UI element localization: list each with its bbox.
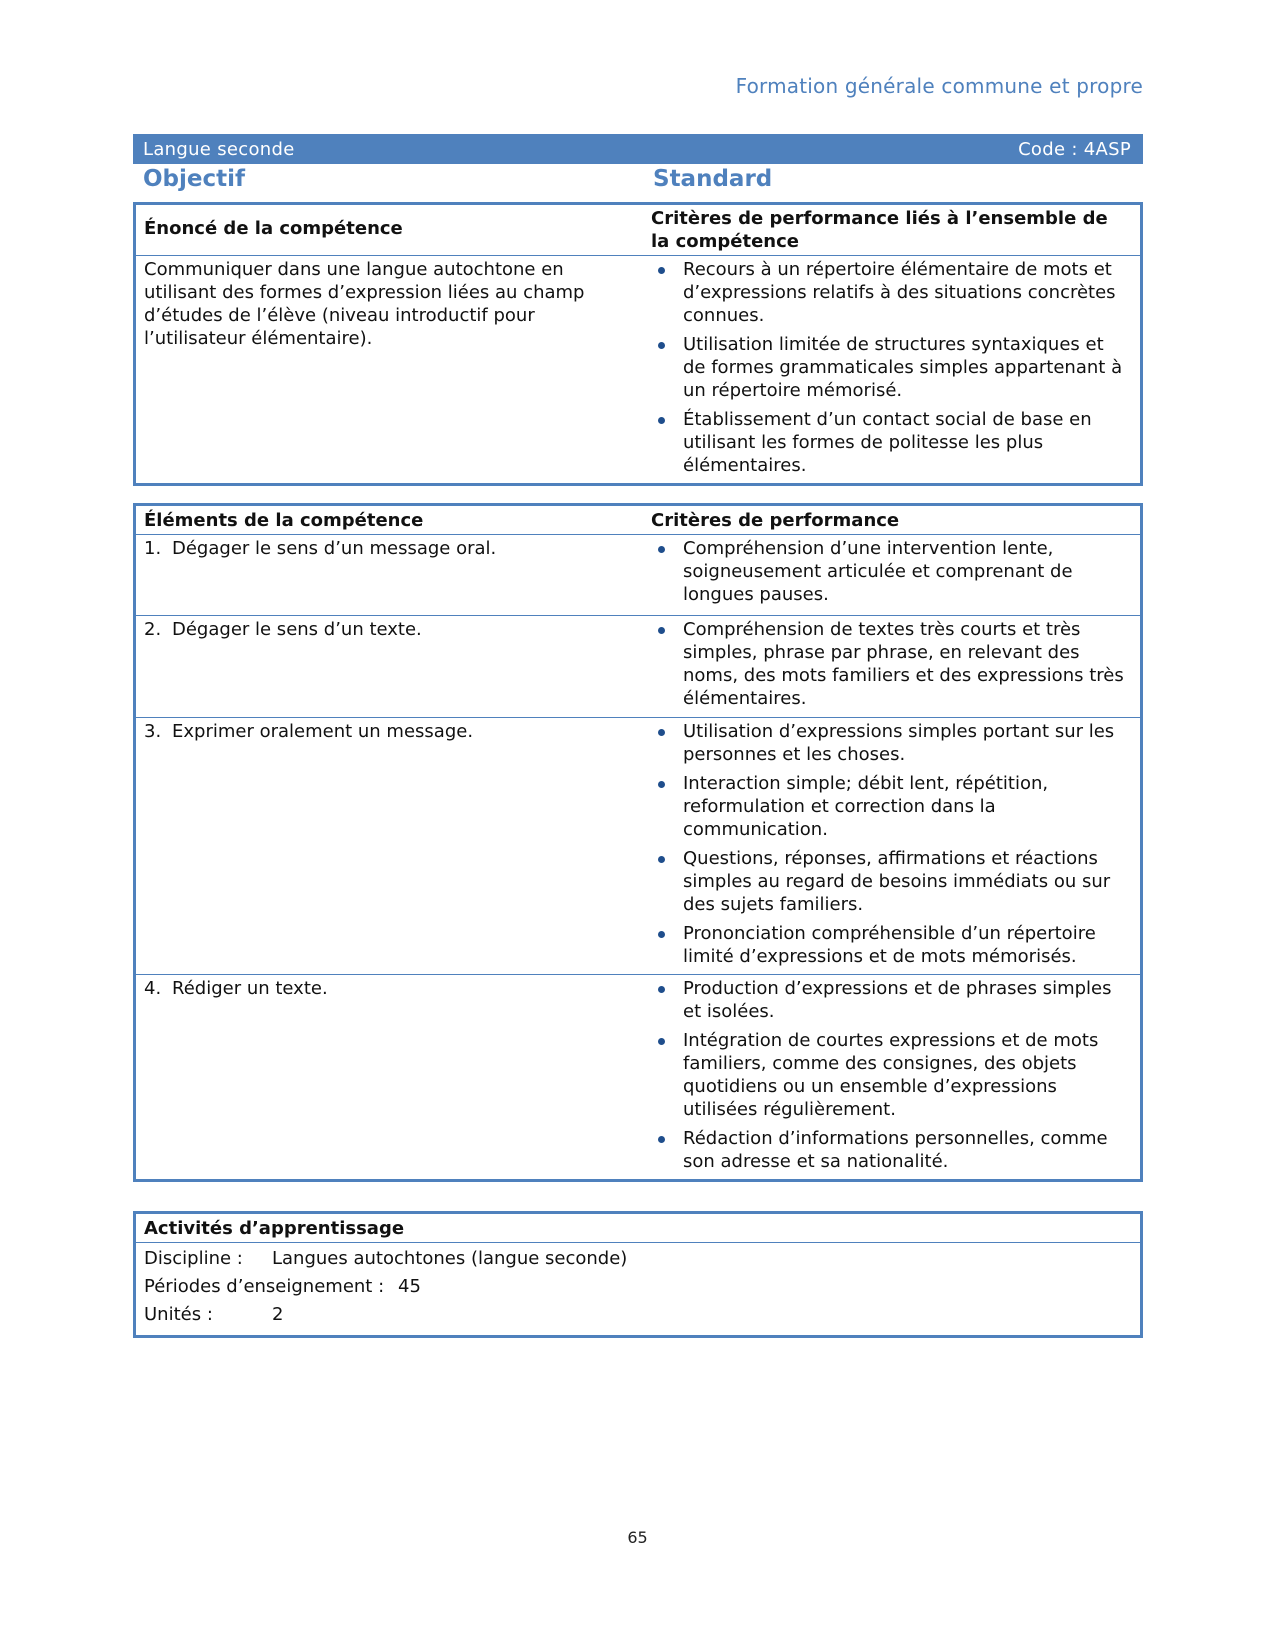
bullet-icon bbox=[658, 986, 665, 993]
objectif-heading: Objectif bbox=[143, 166, 246, 192]
activities-table bbox=[133, 1211, 1143, 1338]
criterion-item: Compréhension de textes très courts et très simples, phrase par phrase, en relevant des noms, des mots familiers et des expressions très élémentaires. bbox=[651, 618, 1130, 710]
enonce-header: Énoncé de la compétence bbox=[144, 218, 403, 239]
criterion-item: Interaction simple; débit lent, répétition, reformulation et correction dans la communication. bbox=[651, 772, 1130, 841]
criterion-item: Recours à un répertoire élémentaire de mots et d’expressions relatifs à des situations concrètes connues. bbox=[651, 258, 1130, 327]
periods-label: Périodes d’enseignement : bbox=[144, 1276, 385, 1297]
element-label: 1. Dégager le sens d’un message oral. bbox=[144, 538, 497, 559]
competence-header-row bbox=[136, 205, 1140, 255]
discipline-value: Langues autochtones (langue seconde) bbox=[272, 1248, 628, 1269]
element-criteria bbox=[644, 718, 1140, 974]
criterion-item: Intégration de courtes expressions et de mots familiers, comme des consignes, des objets quotidiens ou un ensemble d’expressions utilisées régulièrement. bbox=[651, 1029, 1130, 1121]
element-row-3 bbox=[136, 717, 1140, 974]
bullet-icon bbox=[658, 627, 665, 634]
discipline-label: Discipline : bbox=[144, 1248, 243, 1269]
criterion-item: Production d’expressions et de phrases simples et isolées. bbox=[651, 977, 1130, 1023]
activities-header-row bbox=[136, 1214, 1140, 1242]
element-label: 4. Rédiger un texte. bbox=[144, 978, 328, 999]
competence-body-row bbox=[136, 255, 1140, 483]
criterion-item: Utilisation d’expressions simples portant sur les personnes et les choses. bbox=[651, 720, 1130, 766]
criteria-ensemble-header: Critères de performance liés à l’ensemble de la compétence bbox=[651, 208, 1108, 252]
course-title: Langue seconde bbox=[143, 138, 295, 160]
criterion-item: Établissement d’un contact social de base en utilisant les formes de politesse les plus élémentaires. bbox=[651, 408, 1130, 477]
bullet-icon bbox=[658, 267, 665, 274]
element-row-4 bbox=[136, 974, 1140, 1179]
bullet-icon bbox=[658, 856, 665, 863]
section-heads bbox=[133, 166, 1143, 202]
bullet-icon bbox=[658, 1136, 665, 1143]
element-criteria bbox=[644, 616, 1140, 717]
criterion-item: Compréhension d’une intervention lente, soigneusement articulée et comprenant de longues pauses. bbox=[651, 537, 1130, 606]
units-label: Unités : bbox=[144, 1304, 213, 1325]
bullet-icon bbox=[658, 546, 665, 553]
bullet-icon bbox=[658, 729, 665, 736]
bullet-icon bbox=[658, 781, 665, 788]
element-label: 3. Exprimer oralement un message. bbox=[144, 721, 474, 742]
element-row-2 bbox=[136, 615, 1140, 717]
elements-table bbox=[133, 503, 1143, 1182]
units-value: 2 bbox=[272, 1304, 284, 1325]
periods-value: 45 bbox=[398, 1276, 421, 1297]
element-criteria bbox=[644, 975, 1140, 1179]
competence-criteria bbox=[644, 256, 1140, 483]
course-code: Code : 4ASP bbox=[1018, 138, 1131, 160]
activities-body bbox=[136, 1243, 635, 1335]
periods-line bbox=[144, 1273, 627, 1301]
elements-header-row bbox=[136, 506, 1140, 534]
element-criteria bbox=[644, 535, 1140, 615]
bullet-icon bbox=[658, 342, 665, 349]
units-line bbox=[144, 1301, 627, 1329]
competence-table bbox=[133, 202, 1143, 486]
course-bar bbox=[133, 134, 1143, 164]
page-header: Formation générale commune et propre bbox=[735, 74, 1143, 98]
criterion-item: Utilisation limitée de structures syntaxiques et de formes grammaticales simples appartenant à un répertoire mémorisé. bbox=[651, 333, 1130, 402]
criterion-item: Rédaction d’informations personnelles, comme son adresse et sa nationalité. bbox=[651, 1127, 1130, 1173]
enonce-text: Communiquer dans une langue autochtone en utilisant des formes d’expression liées au champ d’études de l’élève (niveau introductif pour l’utilisateur élémentaire). bbox=[144, 259, 585, 349]
criterion-item: Prononciation compréhensible d’un répertoire limité d’expressions et de mots mémorisés. bbox=[651, 922, 1130, 968]
element-row-1 bbox=[136, 534, 1140, 615]
page-number: 65 bbox=[627, 1528, 648, 1547]
criterion-item: Questions, réponses, affirmations et réactions simples au regard de besoins immédiats ou sur des sujets familiers. bbox=[651, 847, 1130, 916]
elements-header: Éléments de la compétence bbox=[144, 510, 424, 531]
activities-header: Activités d’apprentissage bbox=[144, 1218, 405, 1239]
bullet-icon bbox=[658, 417, 665, 424]
standard-heading: Standard bbox=[653, 166, 773, 192]
element-label: 2. Dégager le sens d’un texte. bbox=[144, 619, 422, 640]
bullet-icon bbox=[658, 1038, 665, 1045]
discipline-line bbox=[144, 1245, 627, 1273]
criteria-header: Critères de performance bbox=[651, 510, 900, 531]
activities-body-row bbox=[136, 1242, 1140, 1335]
bullet-icon bbox=[658, 931, 665, 938]
